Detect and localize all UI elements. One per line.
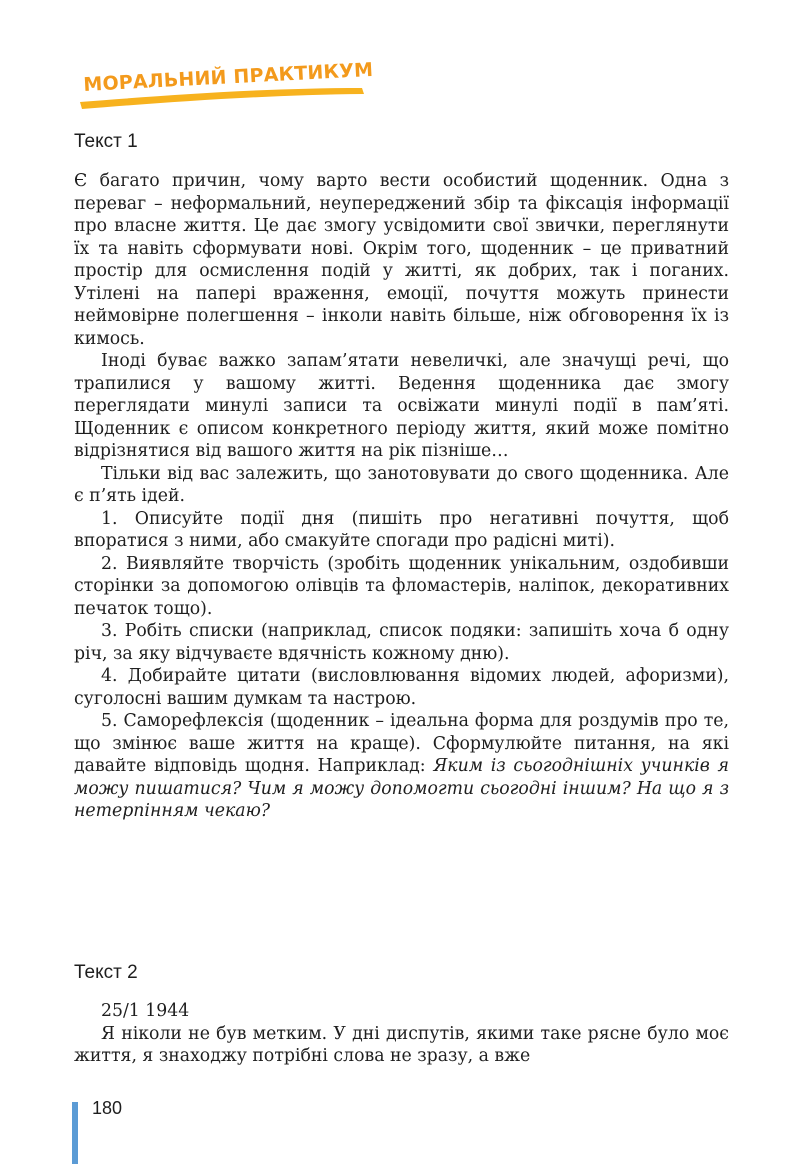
text2-heading: Текст 2 xyxy=(74,962,138,983)
page-number-bar xyxy=(72,1102,78,1164)
text1-paragraph: Є багато причин, чому варто вести особистий щоденник. Одна з переваг – неформальний, неупереджений збір та фіксація інформації про власне життя. Це дає змогу усвідомити свої звички, переглянути їх та навіть сформувати нові. Окрім того, щоденник – це приватний простір для осмислення подій у житті, як добрих, так і поганих. Утілені на папері враження, емоції, почуття можуть принести неймовірне полегшення – інколи навіть більше, ніж обговорення їх із кимось. xyxy=(74,171,729,349)
text2-paragraph: Я ніколи не був метким. У дні диспутів, якими таке рясне було моє життя, я знаходжу потрібні слова не зразу, а вже xyxy=(74,1023,729,1066)
text1-list-item: 1. Описуйте події дня (пишіть про негативні почуття, щоб впоратися з ними, або смакуйте спогади про радісні миті). xyxy=(74,508,729,551)
text2-body xyxy=(74,1000,729,1068)
text1-list-item: 2. Виявляйте творчість (зробіть щоденник унікальним, оздобивши сторінки за допомогою олівців та фломастерів, наліпок, декоративних печаток тощо). xyxy=(74,553,729,619)
text1-list-item-last xyxy=(74,710,729,823)
text1-heading: Текст 1 xyxy=(74,131,138,152)
page-number: 180 xyxy=(92,1098,123,1118)
text1-paragraph: Тільки від вас залежить, що занотовувати до свого щоденника. Але є п’ять ідей. xyxy=(74,463,729,506)
text1-body xyxy=(74,170,729,823)
section-banner-title: МОРАЛЬНИЙ ПРАКТИКУМ xyxy=(82,58,374,96)
section-banner xyxy=(78,58,374,114)
text1-list-item: 4. Добирайте цитати (висловлювання відомих людей, афоризми), суголосні вашим думкам та настрою. xyxy=(74,666,729,709)
text2-date: 25/1 1944 xyxy=(101,1001,190,1021)
text1-list-item: 3. Робіть списки (наприклад, список подяки: запишіть хоча б одну річ, за яку відчуваєте вдячність кожному дню). xyxy=(74,621,729,664)
text1-paragraph: Іноді буває важко запам’ятати невеличкі, але значущі речі, що трапилися у вашому житті. Ведення щоденника дає змогу переглядати минулі записи та освіжати минулі події в пам’яті. Щоденник є описом конкретного періоду життя, який може помітно відрізнятися від вашого життя на рік пізніше… xyxy=(74,351,729,461)
text1-italic-questions: Яким із сьогоднішніх учинків я можу пишатися? Чим я можу допомогти сьогодні іншим? На що я з нетерпінням чекаю? xyxy=(74,756,729,821)
text1-list-item-text: 5. Саморефлексія (щоденник – ідеальна форма для роздумів про те, що змінює ваше життя на краще). Сформулюйте питання, на які давайте відповідь щодня. Наприклад: xyxy=(74,711,729,776)
